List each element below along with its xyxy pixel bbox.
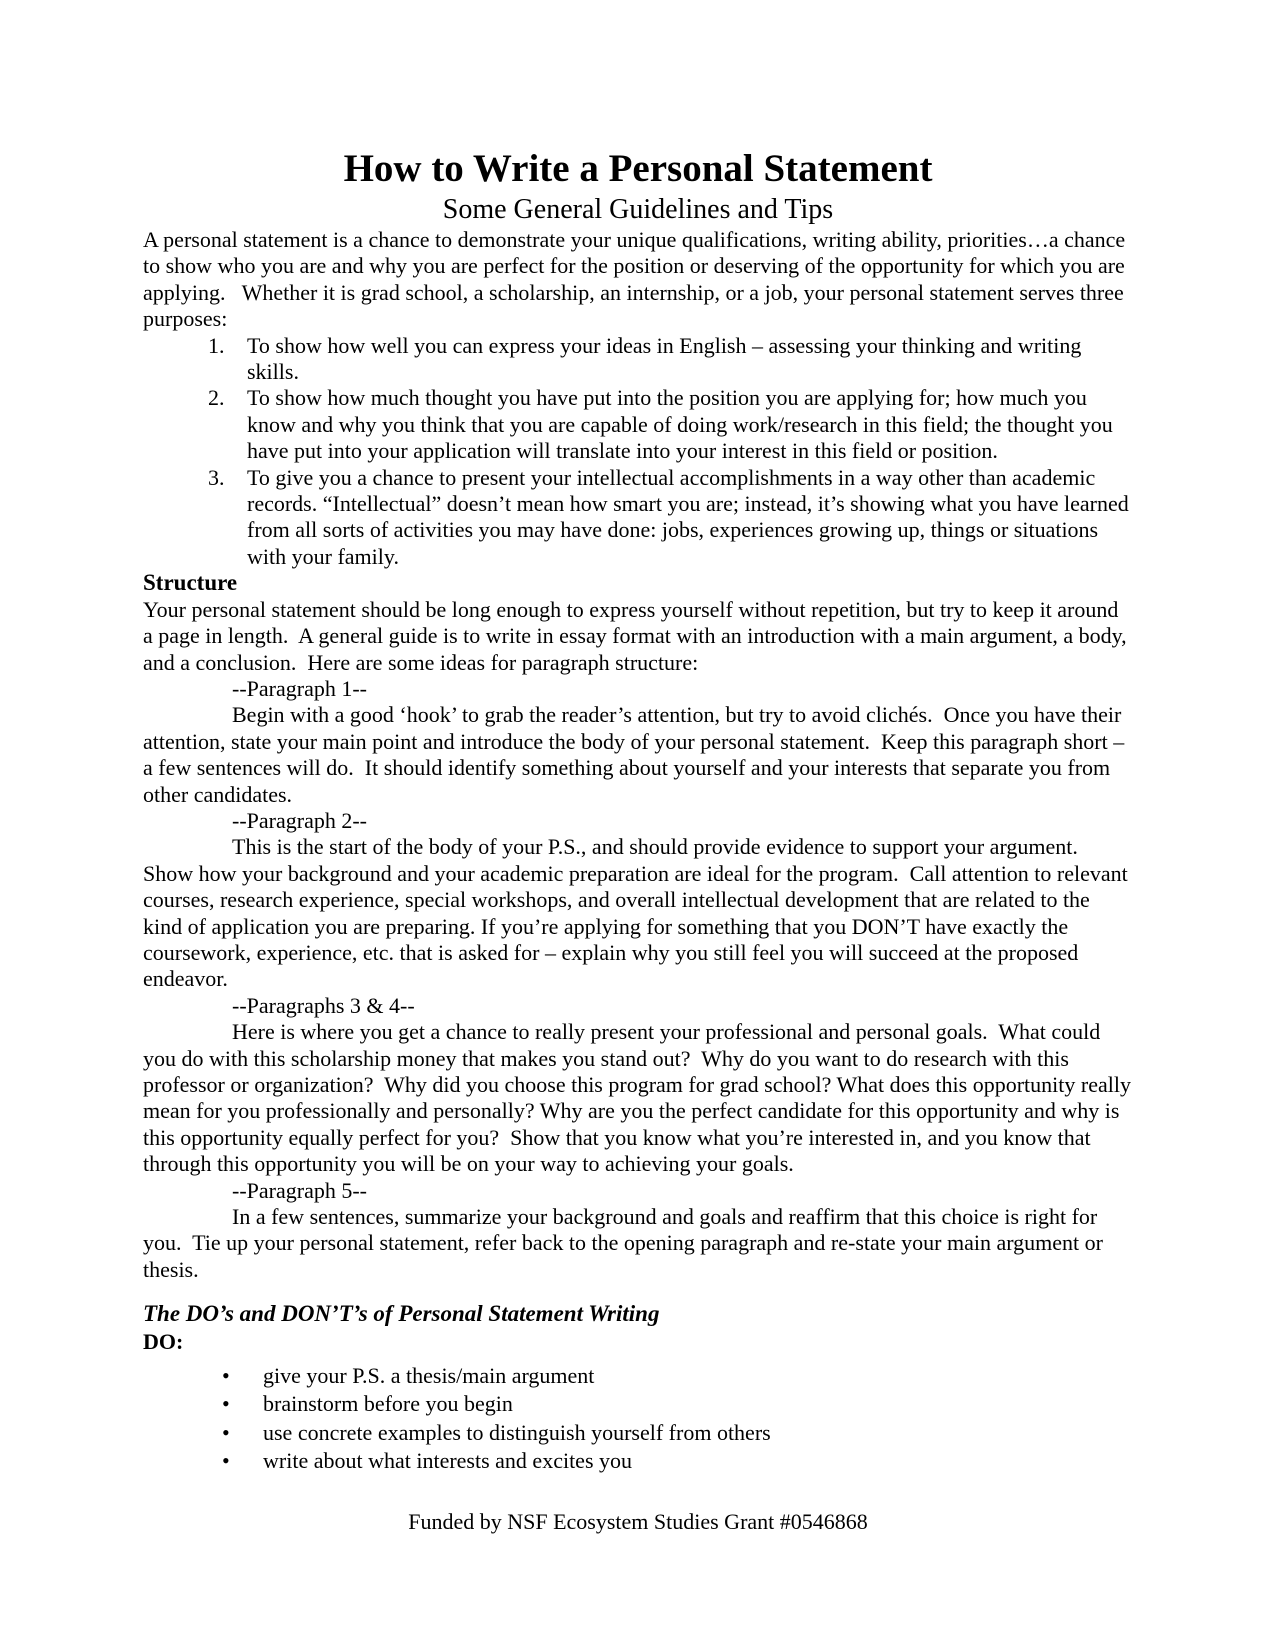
list-item bbox=[143, 465, 1133, 571]
list-item-text: brainstorm before you begin bbox=[263, 1391, 513, 1417]
list-item-text: To show how much thought you have put into the position you are applying for; how much you know and why you think that you are capable of doing work/research in this field; the thought you have put into your application will translate into your interest in this field or position. bbox=[247, 385, 1119, 464]
list-item-text: To give you a chance to present your intellectual accomplishments in a way other than academic records. “Intellectual” doesn’t mean how smart you are; instead, it’s showing what you have learned from all sorts of activities you may have done: jobs, experiences growing up, things or situations with your family. bbox=[247, 464, 1135, 569]
bullet-icon: • bbox=[222, 1362, 230, 1388]
structure-paragraph-3-4 bbox=[143, 992, 1137, 1178]
list-item bbox=[143, 1419, 1133, 1448]
paragraph-label: --Paragraph 5-- bbox=[232, 1177, 367, 1203]
list-item bbox=[143, 385, 1133, 464]
structure-intro: Your personal statement should be long enough to express yourself without repetition, but try to keep it around a page in length. A general guide is to write in essay format with an introduction with a main argument, a body, and a conclusion. Here are some ideas for paragraph structure: bbox=[143, 596, 1133, 675]
structure-paragraph-2 bbox=[143, 808, 1133, 993]
purposes-list bbox=[143, 333, 1133, 571]
paragraph-label: --Paragraphs 3 & 4-- bbox=[232, 992, 415, 1018]
bullet-icon: • bbox=[222, 1419, 230, 1445]
list-item-text: give your P.S. a thesis/main argument bbox=[263, 1362, 595, 1388]
paragraph-text: Here is where you get a chance to really present your professional and personal goals. What could you do with this scholarship money that makes you stand out? Why do you want to do research with this professor or organization? Why did you choose this program for grad school? What does this opportunity really mean for you professionally and personally? Why are you the perfect candidate for this opportunity and why is this opportunity equally perfect for you? Show that you know what you’re interested in, and you know that through this opportunity you will be on your way to achieving your goals. bbox=[143, 1019, 1137, 1177]
structure-paragraph-1 bbox=[143, 676, 1133, 808]
paragraph-label: --Paragraph 1-- bbox=[232, 675, 367, 701]
bullet-icon: • bbox=[222, 1391, 230, 1417]
paragraph-text: This is the start of the body of your P.S., and should provide evidence to support your argument. Show how your background and your academic preparation are ideal for the program. Call attention to relevant courses, research experience, special workshops, and overall intellectual development that are related to the kind of application you are preparing. If you’re applying for something that you DON’T have exactly the coursework, experience, etc. that is asked for – explain why you still feel you will succeed at the proposed endeavor. bbox=[143, 834, 1134, 992]
intro-paragraph: A personal statement is a chance to demonstrate your unique qualifications, writing ability, priorities…a chance to show who you are and why you are perfect for the position or deserving of the opportunity for which you are applying. Whether it is grad school, a scholarship, an internship, or a job, your personal statement serves three purposes: bbox=[143, 227, 1131, 332]
paragraph-text: In a few sentences, summarize your background and goals and reaffirm that this choice is right for you. Tie up your personal statement, refer back to the opening paragraph and re-state your main argument or thesis. bbox=[143, 1204, 1109, 1282]
list-item bbox=[143, 333, 1133, 386]
list-item-number: 3. bbox=[208, 464, 225, 490]
dos-donts-heading: The DO’s and DON’T’s of Personal Statement Writing bbox=[143, 1301, 660, 1327]
do-label: DO: bbox=[143, 1329, 184, 1355]
paragraph-text: Begin with a good ‘hook’ to grab the reader’s attention, but try to avoid clichés. Once you have their attention, state your main point and introduce the body of your personal statement. Keep this paragraph short – a few sentences will do. It should identify something about yourself and your interests that separate you from other candidates. bbox=[143, 702, 1130, 807]
list-item bbox=[143, 1390, 1133, 1419]
paragraph-label: --Paragraph 2-- bbox=[232, 807, 367, 833]
structure-heading: Structure bbox=[143, 570, 238, 596]
list-item bbox=[143, 1447, 1133, 1476]
structure-paragraph-5 bbox=[143, 1178, 1133, 1284]
list-item-number: 1. bbox=[208, 332, 225, 358]
list-item-text: write about what interests and excites you bbox=[263, 1448, 633, 1474]
bullet-icon: • bbox=[222, 1448, 230, 1474]
page-title: How to Write a Personal Statement bbox=[343, 147, 933, 190]
list-item-text: To show how well you can express your ideas in English – assessing your thinking and writing skills. bbox=[247, 332, 1087, 385]
do-bullet-list bbox=[143, 1362, 1133, 1476]
page-subtitle: Some General Guidelines and Tips bbox=[442, 194, 834, 225]
list-item-number: 2. bbox=[208, 385, 225, 411]
list-item-text: use concrete examples to distinguish yourself from others bbox=[263, 1419, 771, 1445]
list-item bbox=[143, 1362, 1133, 1391]
footer-funding-note: Funded by NSF Ecosystem Studies Grant #0546868 bbox=[408, 1508, 868, 1534]
